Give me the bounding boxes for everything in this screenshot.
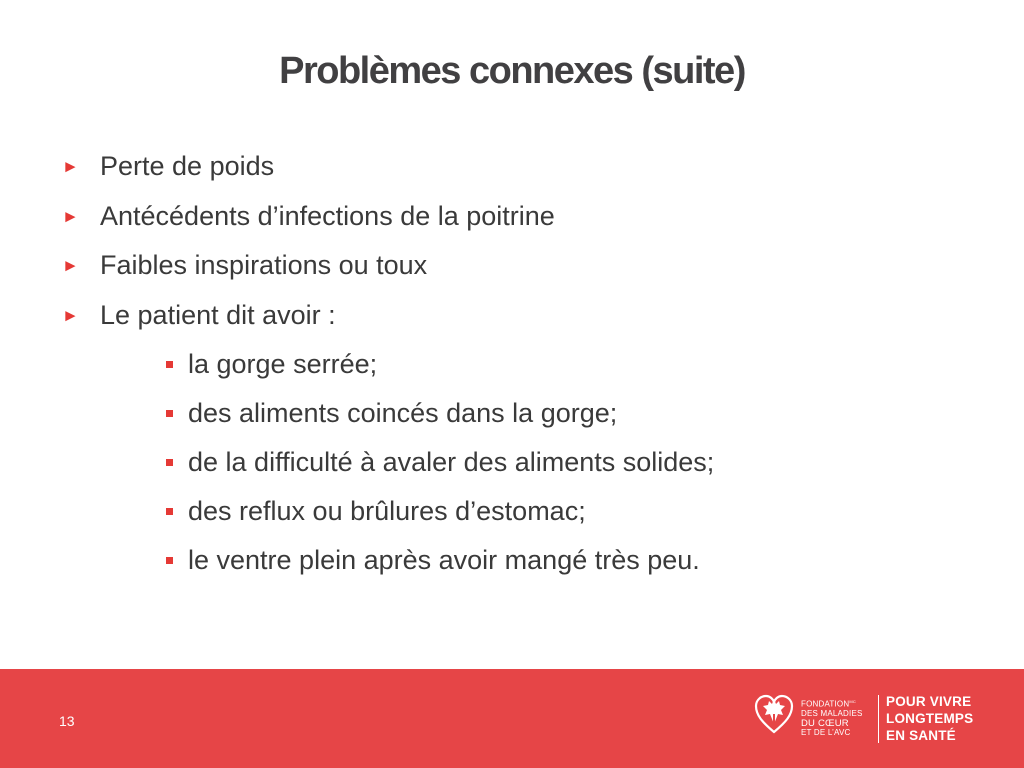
page-number: 13 — [59, 713, 75, 729]
subbullet-text: des reflux ou brûlures d’estomac; — [188, 496, 586, 526]
square-bullet-icon — [166, 557, 173, 564]
bullet-text: Le patient dit avoir : — [100, 299, 336, 330]
subbullet-item — [166, 536, 982, 585]
bullet-item — [62, 142, 982, 192]
subbullet-item — [166, 389, 982, 438]
bullet-arrow-icon: ► — [62, 206, 79, 226]
bullet-item — [62, 291, 982, 341]
heart-and-torch-icon — [754, 693, 794, 735]
slogan-line: EN SANTÉ — [886, 728, 956, 743]
subbullet-item — [166, 487, 982, 536]
organization-name — [801, 697, 873, 738]
bullet-item — [62, 192, 982, 242]
square-bullet-icon — [166, 361, 173, 368]
subbullet-list — [62, 340, 982, 585]
org-line: ET DE L’AVC — [801, 728, 851, 738]
bullet-arrow-icon: ► — [62, 157, 79, 177]
subbullet-group — [62, 340, 982, 585]
bullet-arrow-icon: ► — [62, 305, 79, 325]
subbullet-text: de la difficulté à avaler des aliments solides; — [188, 447, 715, 477]
square-bullet-icon — [166, 410, 173, 417]
bullet-arrow-icon: ► — [62, 256, 79, 276]
foundation-logo — [754, 691, 1004, 747]
square-bullet-icon — [166, 459, 173, 466]
subbullet-item — [166, 340, 982, 389]
subbullet-text: le ventre plein après avoir mangé très peu. — [188, 545, 700, 575]
subbullet-text: des aliments coincés dans la gorge; — [188, 398, 618, 428]
bullet-list — [62, 142, 982, 585]
bullet-item — [62, 241, 982, 291]
square-bullet-icon — [166, 508, 173, 515]
trademark-mark: MC — [849, 699, 856, 704]
slogan-line: POUR VIVRE — [886, 694, 972, 709]
slogan — [886, 693, 1006, 744]
slide-title: Problèmes connexes (suite) — [279, 50, 745, 92]
slogan-line: LONGTEMPS — [886, 711, 974, 726]
bullet-text: Antécédents d’infections de la poitrine — [100, 200, 555, 231]
subbullet-text: la gorge serrée; — [188, 349, 378, 379]
subbullet-item — [166, 438, 982, 487]
bullet-text: Faibles inspirations ou toux — [100, 250, 428, 281]
org-line: FONDATION — [801, 699, 850, 709]
bullet-text: Perte de poids — [100, 151, 275, 182]
logo-divider — [878, 695, 879, 743]
org-line: DES MALADIES — [801, 709, 863, 719]
org-line: DU CŒUR — [801, 717, 849, 729]
footer-bar — [0, 669, 1024, 768]
